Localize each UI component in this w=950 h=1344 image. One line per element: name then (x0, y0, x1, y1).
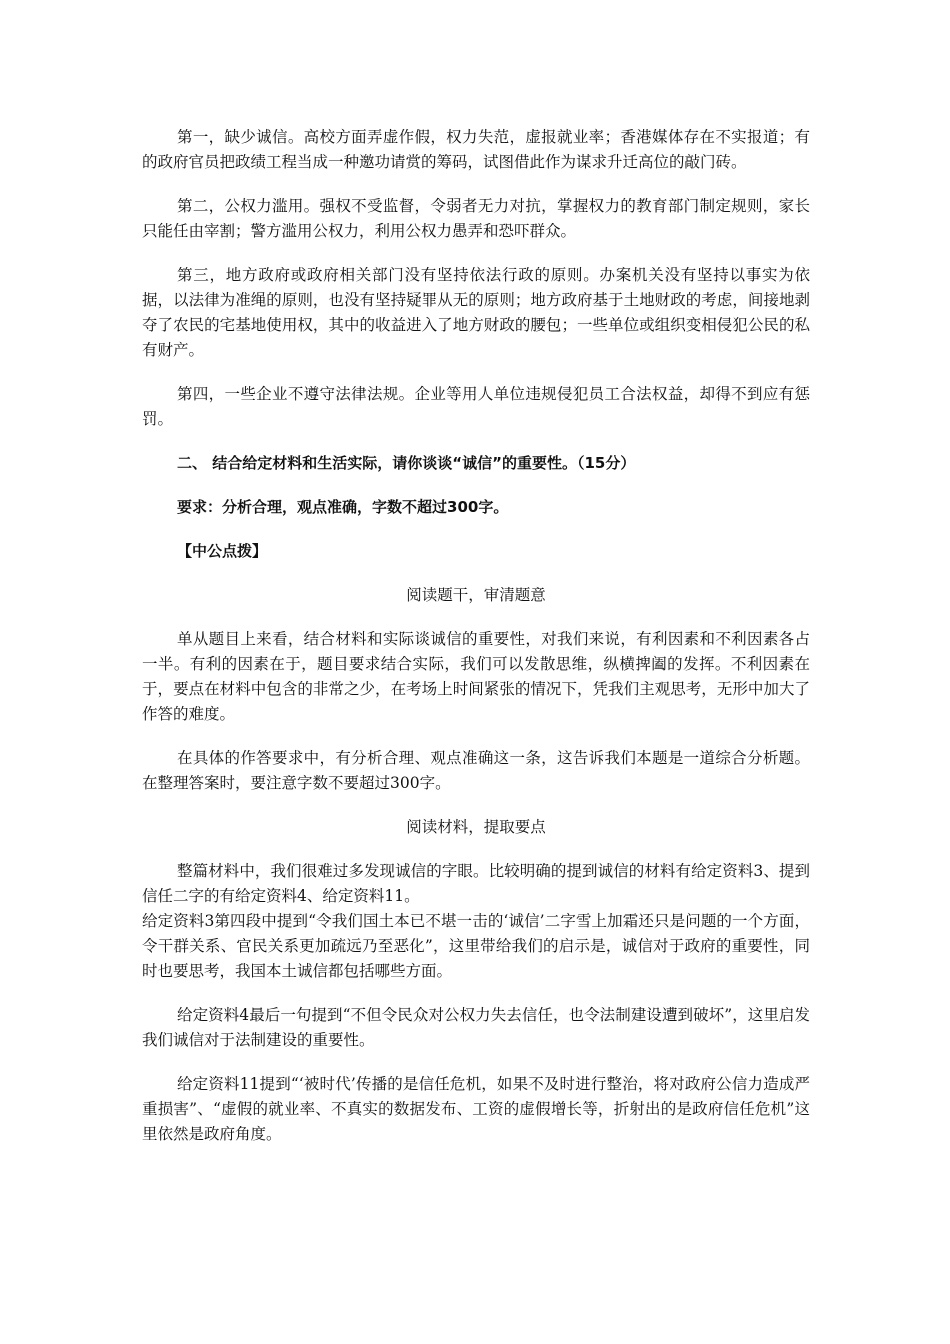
paragraph-material-3: 给定资料3第四段中提到“令我们国土本已不堪一击的‘诚信’二字雪上加霜还只是问题的一个方面，令干群关系、官民关系更加疏远乃至恶化”，这里带给我们的启示是，诚信对于政府的重要性，同时也要思考，我国本土诚信都包括哪些方面。 (142, 912, 810, 980)
paragraph-first-point: 第一，缺少诚信。高校方面弄虚作假，权力失范，虚报就业率；香港媒体存在不实报道；有的政府官员把政绩工程当成一种邀功请赏的筹码，试图借此作为谋求升迁高位的敲门砖。 (142, 128, 810, 171)
paragraph-material-4: 给定资料4最后一句提到“不但令民众对公权力失去信任，也令法制建设遭到破坏”，这里启发我们诚信对于法制建设的重要性。 (142, 1006, 810, 1049)
paragraph-second-point: 第二，公权力滥用。强权不受监督，令弱者无力对抗，掌握权力的教育部门制定规则，家长只能任由宰割；警方滥用公权力，利用公权力愚弄和恐吓群众。 (142, 197, 810, 240)
paragraph-material-overview: 整篇材料中，我们很难过多发现诚信的字眼。比较明确的提到诚信的材料有给定资料3、提到信任二字的有给定资料4、给定资料11。 (142, 862, 810, 905)
section-heading-read-question: 阅读题干，审清题意 (406, 586, 546, 604)
requirement-line: 要求：分析合理，观点准确，字数不超过300字。 (177, 498, 509, 516)
paragraph-fourth-point: 第四，一些企业不遵守法律法规。企业等用人单位违规侵犯员工合法权益，却得不到应有惩罚。 (142, 385, 810, 428)
section-heading-read-material: 阅读材料，提取要点 (406, 818, 546, 836)
paragraph-analysis: 单从题目上来看，结合材料和实际谈诚信的重要性，对我们来说，有利因素和不利因素各占一半。有利的因素在于，题目要求结合实际，我们可以发散思维，纵横捭阖的发挥。不利因素在于，要点在材料中包含的非常之少，在考场上时间紧张的情况下，凭我们主观思考，无形中加大了作答的难度。 (142, 630, 810, 723)
paragraph-material-11: 给定资料11提到“‘被时代’传播的是信任危机，如果不及时进行整治，将对政府公信力造成严重损害”、“虚假的就业率、不真实的数据发布、工资的虚假增长等，折射出的是政府信任危机”这里依然是政府角度。 (142, 1075, 810, 1143)
tip-label: 【中公点拨】 (177, 542, 268, 560)
paragraph-third-point: 第三，地方政府或政府相关部门没有坚持依法行政的原则。办案机关没有坚持以事实为依据，以法律为准绳的原则，也没有坚持疑罪从无的原则；地方政府基于土地财政的考虑，间接地剥夺了农民的宅基地使用权，其中的收益进入了地方财政的腰包；一些单位或组织变相侵犯公民的私有财产。 (142, 266, 810, 359)
paragraph-requirement-analysis: 在具体的作答要求中，有分析合理、观点准确这一条，这告诉我们本题是一道综合分析题。在整理答案时，要注意字数不要超过300字。 (142, 749, 810, 792)
question-two-heading: 二、 结合给定材料和生活实际，请你谈谈“诚信”的重要性。（15分） (177, 454, 636, 472)
